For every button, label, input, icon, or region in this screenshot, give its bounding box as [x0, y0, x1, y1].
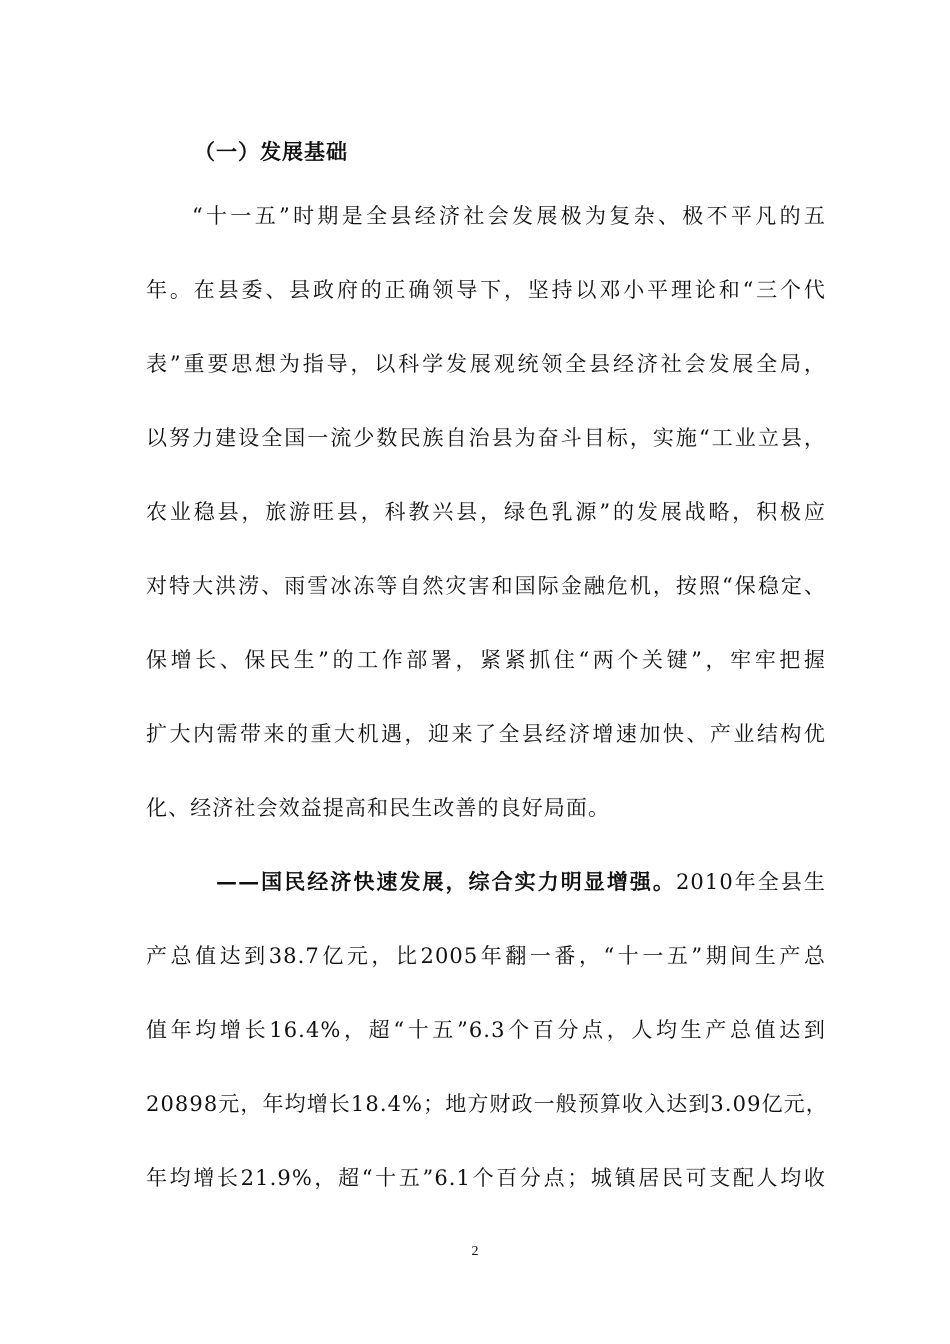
- paragraph-line: 扩大内需带来的重大机遇，迎来了全县经济增速加快、产业结构优: [146, 722, 826, 746]
- paragraph-line: 化、经济社会效益提高和民生改善的良好局面。: [146, 796, 611, 820]
- lead-bold-text: ——国民经济快速发展，综合实力明显增强。: [216, 869, 676, 894]
- paragraph-line: 年。在县委、县政府的正确领导下，坚持以邓小平理论和“三个代: [146, 278, 826, 302]
- page-number: 2: [471, 1244, 479, 1259]
- paragraph-line: 对特大洪涝、雨雪冰冻等自然灾害和国际金融危机，按照“保稳定、: [146, 574, 826, 598]
- section-heading: （一）发展基础: [194, 139, 348, 164]
- paragraph-line: 保增长、保民生”的工作部署，紧紧抓住“两个关键”，牢牢把握: [146, 648, 826, 672]
- paragraph-line: 年均增长21.9%，超“十五”6.1个百分点；城镇居民可支配人均收: [146, 1166, 826, 1190]
- paragraph-line: 值年均增长16.4%，超“十五”6.3个百分点，人均生产总值达到: [146, 1018, 826, 1042]
- paragraph-line: 以努力建设全国一流少数民族自治县为奋斗目标，实施“工业立县，: [146, 426, 826, 450]
- paragraph-line: 20898元，年均增长18.4%；地方财政一般预算收入达到3.09亿元，: [146, 1092, 828, 1116]
- lead-rest-text: 2010年全县生: [675, 870, 826, 894]
- paragraph-lead-line: [216, 862, 826, 902]
- paragraph-line: “十一五”时期是全县经济社会发展极为复杂、极不平凡的五: [192, 204, 826, 228]
- paragraph-line: 产总值达到38.7亿元，比2005年翻一番，“十一五”期间生产总: [146, 944, 826, 968]
- paragraph-line: 农业稳县，旅游旺县，科教兴县，绿色乳源”的发展战略，积极应: [146, 500, 826, 524]
- paragraph-line: 表”重要思想为指导，以科学发展观统领全县经济社会发展全局，: [146, 352, 826, 376]
